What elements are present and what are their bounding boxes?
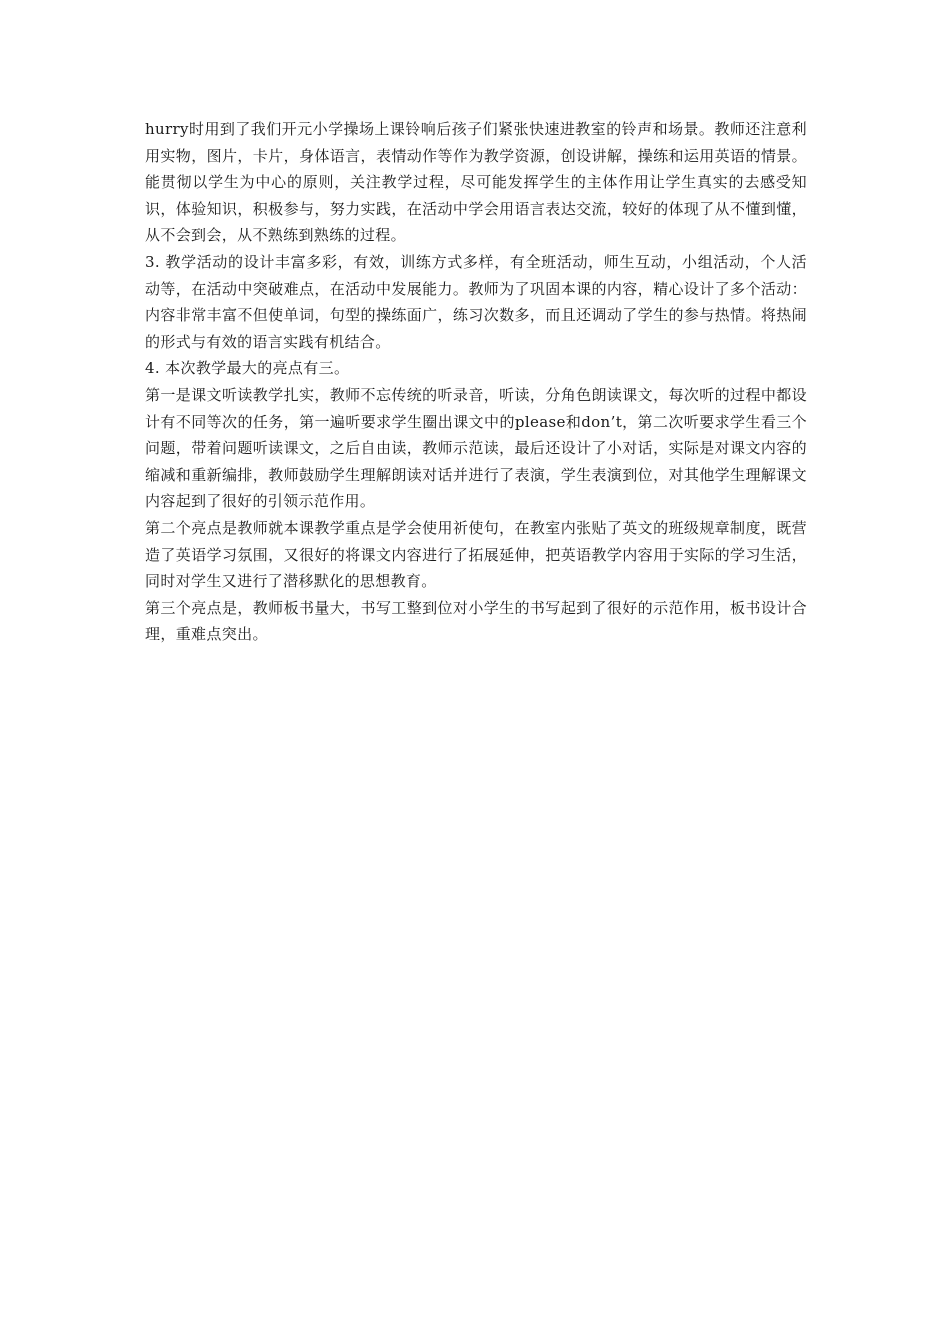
paragraph-6: 第三个亮点是，教师板书量大，书写工整到位对小学生的书写起到了很好的示范作用，板书设计合理，重难点突出。 bbox=[145, 598, 807, 644]
paragraph-5: 第二个亮点是教师就本课教学重点是学会使用祈使句，在教室内张贴了英文的班级规章制度，既营造了英语学习氛围，又很好的将课文内容进行了拓展延伸，把英语教学内容用于实际的学习生活，同时对学生又进行了潜移默化的思想教育。 bbox=[145, 518, 807, 591]
paragraph-2: 3. 教学活动的设计丰富多彩，有效，训练方式多样，有全班活动，师生互动，小组活动，个人活动等，在活动中突破难点，在活动中发展能力。教师为了巩固本课的内容，精心设计了多个活动：内容非常丰富不但使单词，句型的操练面广，练习次数多，而且还调动了学生的参与热情。将热闹的形式与有效的语言实践有机结合。 bbox=[145, 252, 807, 351]
document-page bbox=[145, 116, 807, 648]
paragraph-1: hurry时用到了我们开元小学操场上课铃响后孩子们紧张快速进教室的铃声和场景。教师还注意利用实物，图片，卡片，身体语言，表情动作等作为教学资源，创设讲解，操练和运用英语的情景。能贯彻以学生为中心的原则，关注教学过程，尽可能发挥学生的主体作用让学生真实的去感受知识，体验知识，积极参与，努力实践，在活动中学会用语言表达交流，较好的体现了从不懂到懂，从不会到会，从不熟练到熟练的过程。 bbox=[145, 120, 807, 245]
paragraph-3: 4. 本次教学最大的亮点有三。 bbox=[145, 359, 350, 378]
paragraph-4: 第一是课文听读教学扎实，教师不忘传统的听录音，听读，分角色朗读课文，每次听的过程中都设计有不同等次的任务，第一遍听要求学生圈出课文中的please和don’t，第二次听要求学生看三个问题，带着问题听读课文，之后自由读，教师示范读，最后还设计了小对话，实际是对课文内容的缩减和重新编排，教师鼓励学生理解朗读对话并进行了表演，学生表演到位，对其他学生理解课文内容起到了很好的引领示范作用。 bbox=[145, 385, 807, 511]
